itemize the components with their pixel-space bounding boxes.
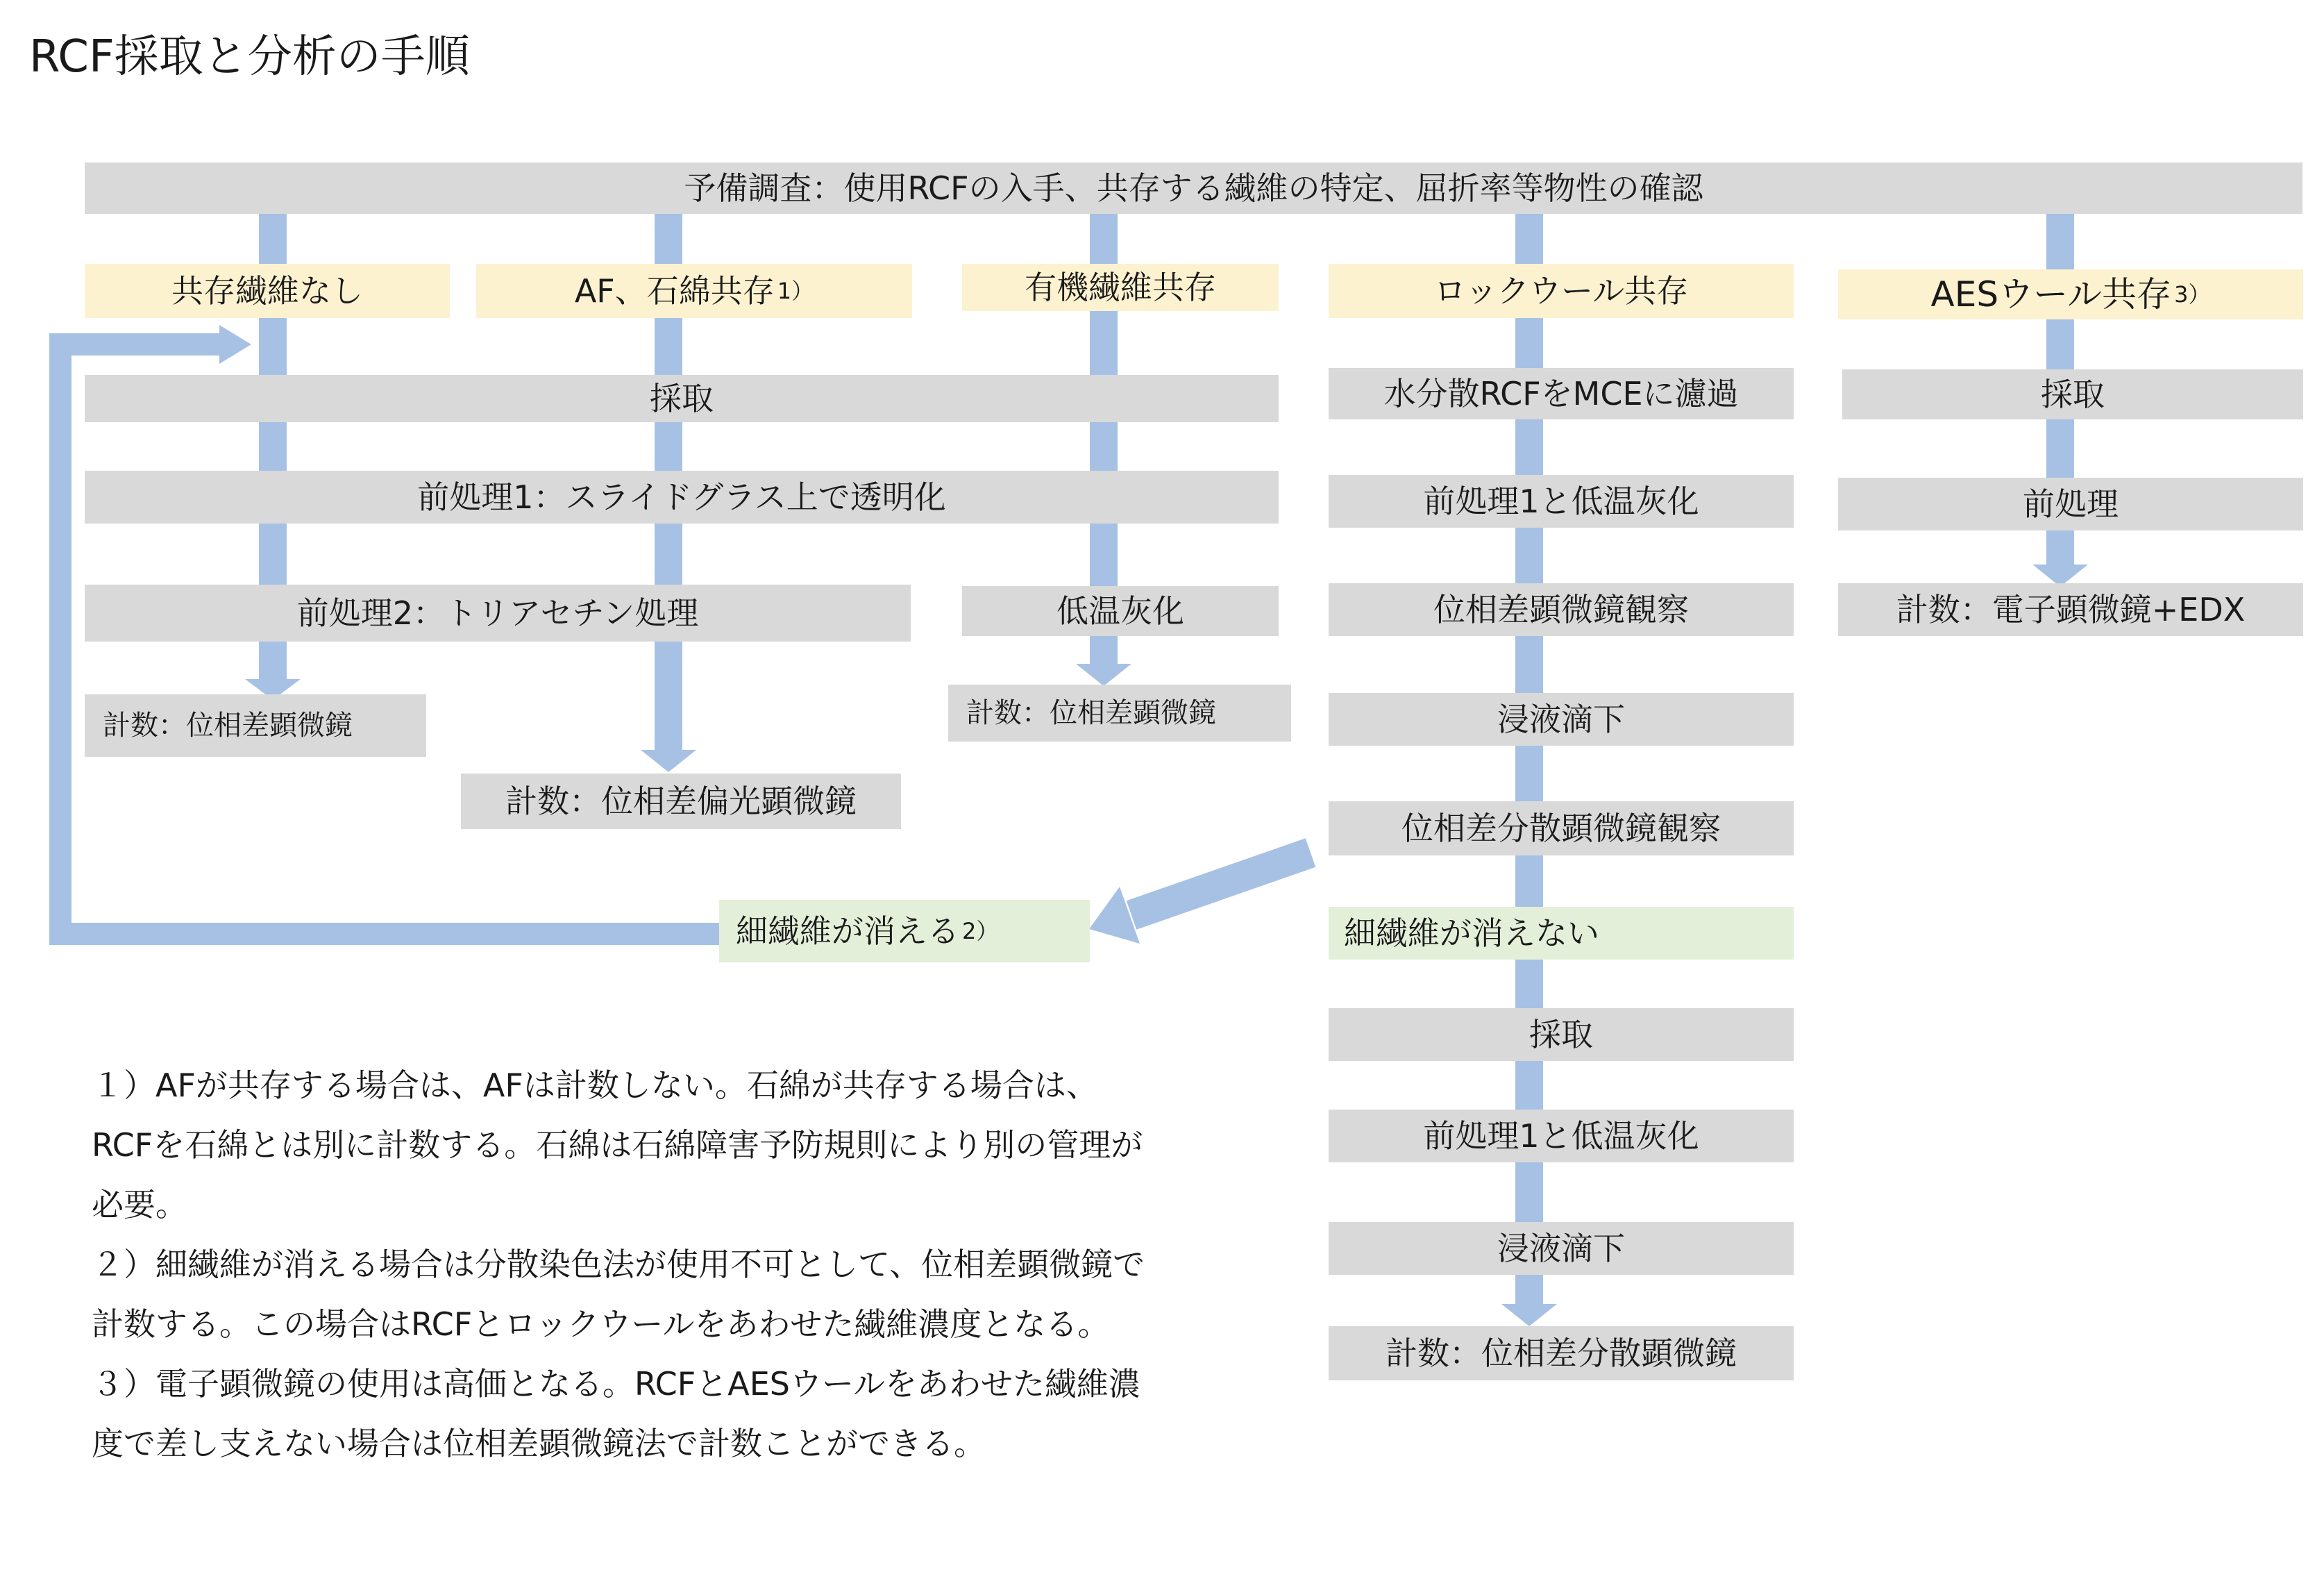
rockwool-phase-obs-box: 位相差顕微鏡観察 [1329, 583, 1794, 636]
sampling-box: 採取 [85, 375, 1279, 422]
footnotes [92, 1055, 1145, 1473]
footnote-ref-1: 1） [777, 278, 814, 304]
arrow-head [1501, 1304, 1557, 1326]
branch-af-asbestos [476, 264, 912, 318]
fine-fibers-vanish-label: 細繊維が消える [736, 912, 959, 950]
footnote-line: 必要。 [92, 1186, 187, 1223]
arrow-shaft [1131, 853, 1311, 915]
aes-pretreatment-box: 前処理 [1838, 478, 2303, 530]
branch-rockwool: ロックウール共存 [1329, 264, 1794, 318]
arrow-head [1076, 664, 1131, 686]
pretreatment-1-box: 前処理1：スライドグラス上で透明化 [85, 471, 1279, 524]
arrow-head [641, 750, 696, 772]
rockwool-filter-box: 水分散RCFをMCEに濾過 [1329, 368, 1794, 419]
rockwool-immersion-2-box: 浸液滴下 [1329, 1222, 1794, 1275]
arrow-head [219, 325, 251, 364]
rockwool-dispersion-obs-box: 位相差分散顕微鏡観察 [1329, 801, 1794, 855]
page-title: RCF採取と分析の手順 [29, 31, 470, 83]
branch-af-label: AF、石綿共存 [574, 272, 775, 310]
organic-ashing-box: 低温灰化 [962, 586, 1279, 636]
count-dispersion-box: 計数：位相差分散顕微鏡 [1329, 1326, 1794, 1380]
footnote-line: 計数する。この場合はRCFとロックウールをあわせた繊維濃度となる。 [92, 1305, 1110, 1343]
count-polarized-box: 計数：位相差偏光顕微鏡 [461, 774, 901, 829]
footnote-line: 度で差し支えない場合は位相差顕微鏡法で計数ことができる。 [92, 1425, 986, 1462]
footnote-line: １）AFが共存する場合は、AFは計数しない。石綿が共存する場合は、 [92, 1067, 1098, 1104]
branch-aes-label: AESウール共存 [1930, 274, 2172, 315]
footnote-ref-2: 2） [962, 918, 999, 944]
count-phase-contrast-box: 計数：位相差顕微鏡 [85, 694, 426, 757]
footnote-line: ３）電子顕微鏡の使用は高価となる。RCFとAESウールをあわせた繊維濃 [92, 1365, 1141, 1403]
rockwool-pre-ash-2-box: 前処理1と低温灰化 [1329, 1110, 1794, 1162]
pretreatment-2-box: 前処理2：トリアセチン処理 [85, 585, 911, 642]
footnote-line: ２）細繊維が消える場合は分散染色法が使用不可として、位相差顕微鏡で [92, 1246, 1145, 1283]
fine-fibers-not-vanish-box: 細繊維が消えない [1329, 907, 1794, 960]
footnote-ref-3: 3） [2174, 281, 2211, 308]
branch-organic: 有機繊維共存 [962, 264, 1279, 311]
organic-count-box: 計数：位相差顕微鏡 [948, 685, 1291, 742]
footnote-line: RCFを石綿とは別に計数する。石綿は石綿障害予防規則により別の管理が [92, 1126, 1143, 1164]
count-electron-microscope-box: 計数：電子顕微鏡+EDX [1838, 583, 2303, 636]
fine-fibers-vanish-box [719, 900, 1090, 962]
rockwool-pre-ash-box: 前処理1と低温灰化 [1329, 475, 1794, 528]
rockwool-immersion-box: 浸液滴下 [1329, 693, 1794, 746]
rockwool-sampling-2-box: 採取 [1329, 1008, 1794, 1061]
branch-no-coexist: 共存繊維なし [85, 264, 450, 318]
aes-sampling-box: 採取 [1842, 369, 2303, 419]
preliminary-survey-box: 予備調査：使用RCFの入手、共存する繊維の特定、屈折率等物性の確認 [85, 162, 2302, 214]
branch-aes-wool [1838, 269, 2303, 319]
